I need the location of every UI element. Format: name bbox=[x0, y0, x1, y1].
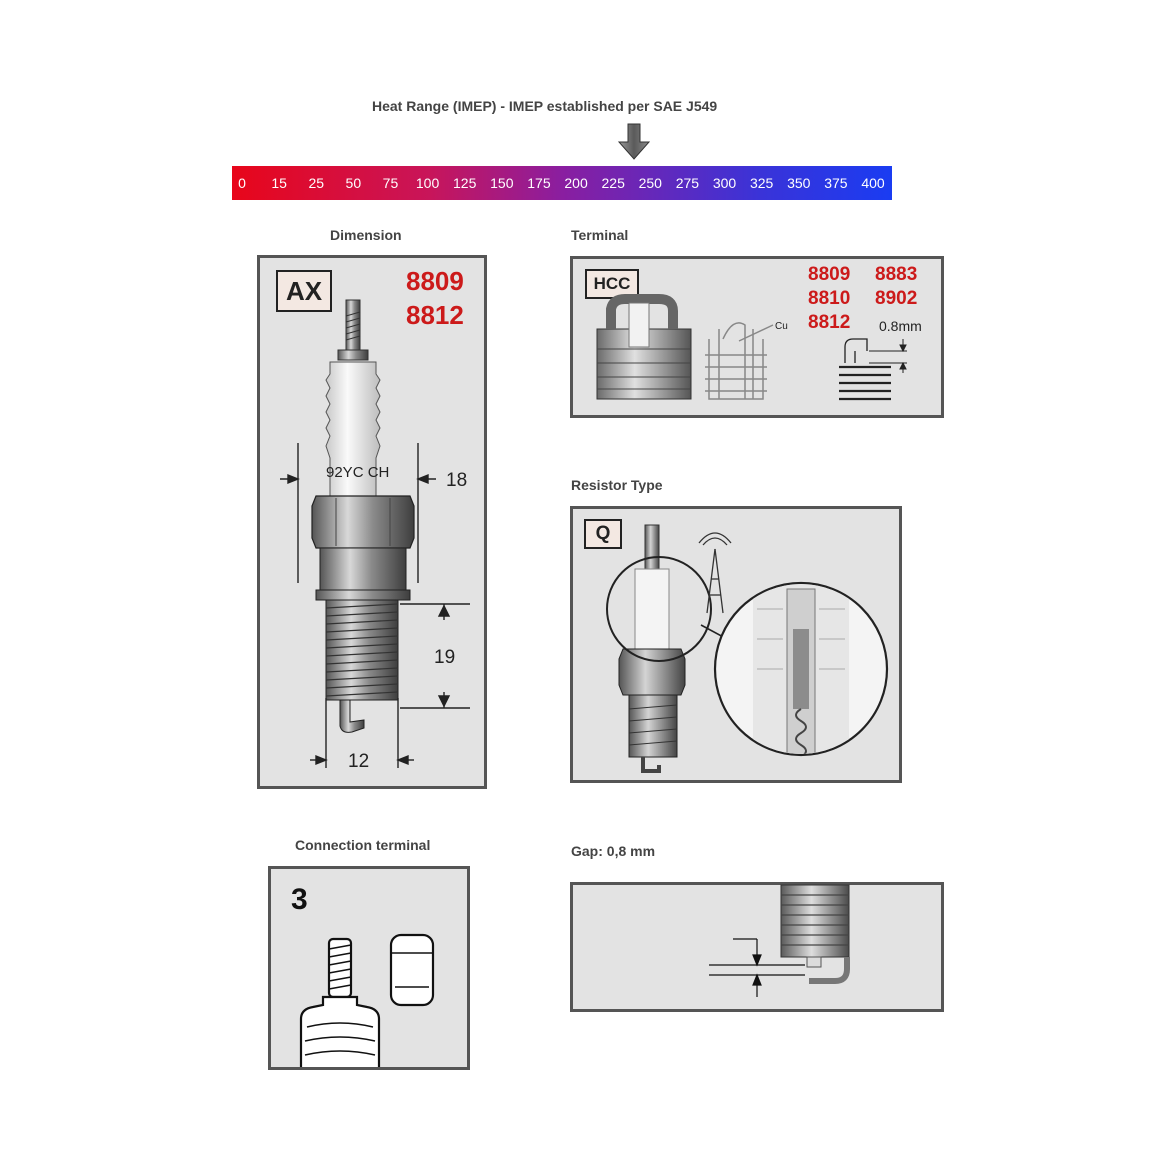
connection-terminal-heading: Connection terminal bbox=[295, 837, 431, 853]
heat-range-title: Heat Range (IMEP) - IMEP established per SAE J549 bbox=[372, 98, 718, 114]
terminal-heading: Terminal bbox=[571, 227, 629, 243]
heat-range-tick-label: 225 bbox=[601, 175, 625, 191]
insulator-marking: 92YC CH bbox=[326, 464, 390, 481]
dimension-panel bbox=[257, 255, 487, 789]
heat-range-tick-label: 15 bbox=[271, 175, 287, 191]
gap-measurement-illustration bbox=[573, 885, 941, 1009]
terminal-part-number: 8902 bbox=[875, 288, 918, 309]
heat-range-tick-label: 200 bbox=[564, 175, 588, 191]
heat-range-tick-label: 50 bbox=[345, 175, 362, 191]
connection-terminal-panel bbox=[268, 866, 470, 1070]
heat-range-tick-label: 400 bbox=[861, 175, 885, 191]
heat-range-tick-label: 375 bbox=[824, 175, 848, 191]
dimension-part-number: 8812 bbox=[406, 300, 464, 330]
thread-diameter-label: 12 bbox=[348, 751, 370, 772]
hex-size-label: 18 bbox=[446, 470, 468, 491]
terminal-part-number: 8812 bbox=[808, 312, 851, 333]
heat-range-tick-label: 350 bbox=[787, 175, 811, 191]
resistor-code-box: Q bbox=[584, 519, 622, 549]
heat-range-tick-label: 125 bbox=[453, 175, 477, 191]
resistor-heading: Resistor Type bbox=[571, 477, 663, 493]
terminal-part-number: 8883 bbox=[875, 264, 918, 285]
heat-range-tick-label: 25 bbox=[308, 175, 325, 191]
heat-range-tick-label: 250 bbox=[638, 175, 662, 191]
resistor-panel bbox=[570, 506, 902, 783]
dimension-part-number: 8809 bbox=[406, 266, 464, 296]
connection-terminal-illustration bbox=[271, 869, 467, 1067]
resistor-spark-plug-illustration bbox=[573, 509, 899, 780]
dimension-heading: Dimension bbox=[330, 227, 402, 243]
connection-terminal-code: 3 bbox=[291, 883, 308, 916]
gap-panel bbox=[570, 882, 944, 1012]
heat-range-tick-label: 175 bbox=[527, 175, 551, 191]
thread-length-label: 19 bbox=[434, 647, 456, 668]
terminal-electrode-illustration bbox=[573, 259, 941, 415]
dimension-code-box: AX bbox=[276, 270, 332, 312]
heat-range-tick-label: 300 bbox=[712, 175, 737, 191]
terminal-panel bbox=[570, 256, 944, 418]
heat-range-tick-label: 275 bbox=[675, 175, 700, 191]
heat-range-tick-label: 0 bbox=[238, 175, 246, 191]
spark-plug-dimension-illustration bbox=[260, 258, 484, 786]
heat-range-scale-bar bbox=[232, 166, 892, 200]
terminal-part-number: 8809 bbox=[808, 264, 851, 285]
heat-range-indicator-arrow-icon bbox=[618, 124, 650, 160]
gap-heading: Gap: 0,8 mm bbox=[571, 843, 656, 859]
heat-range-tick-label: 150 bbox=[490, 175, 514, 191]
heat-range-tick-label: 100 bbox=[415, 175, 440, 191]
terminal-code-box: HCC bbox=[585, 269, 639, 299]
copper-core-label: Cu bbox=[775, 321, 788, 332]
heat-range-tick-label: 325 bbox=[749, 175, 774, 191]
terminal-gap-label: 0.8mm bbox=[879, 318, 922, 334]
heat-range-tick-label: 75 bbox=[382, 175, 399, 191]
terminal-part-number: 8810 bbox=[808, 288, 851, 309]
